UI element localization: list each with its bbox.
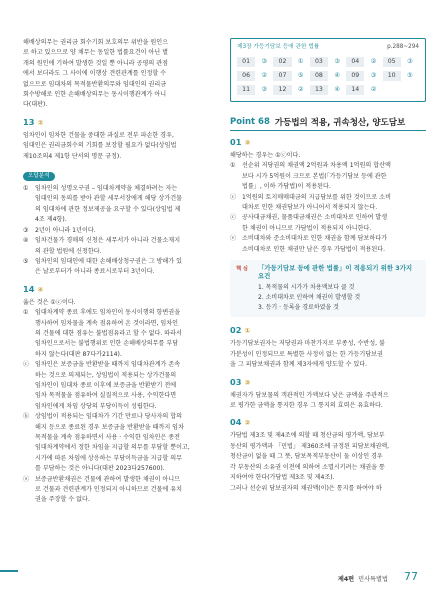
list-item (23, 184, 218, 226)
text-line: 의 관할 법원에 신청한다. (35, 247, 102, 255)
text-line: 1. 목적물의 시가가 차용액보다 클 것 (258, 284, 355, 292)
answer-question-number: 11 (237, 85, 255, 95)
text-line: 2. 소비대차로 인하여 채권이 발생할 것 (258, 293, 361, 301)
text-line: 청산금이 없을 때 그 뜻, 담보목적부동산이 둘 이상인 경우 (230, 453, 383, 461)
question-number: 04 (230, 417, 242, 428)
text-line: 개의 원인에 기하여 발생한 것일 뿐 아니라 공평의 관점 (23, 59, 169, 67)
answer-question-number: 10 (383, 71, 401, 81)
text-line: 임차인은 보증금을 반환받을 때까지 임대차관계가 존속 (35, 361, 181, 369)
question-04-explanation (230, 431, 426, 493)
point-title: 가등법의 적용, 귀속청산, 양도담보 (274, 118, 406, 128)
page-range: p.288~294 (387, 44, 419, 50)
footer-part: 제4편 (337, 576, 355, 583)
question-13-explanation (23, 131, 218, 162)
answer-question-number: 12 (273, 85, 291, 95)
key-point-list (258, 283, 420, 312)
answer-choice: ③ (407, 58, 413, 65)
text-line: 에서 보더라도 그 사이에 이행상 견련관계를 인정할 수 (23, 70, 167, 78)
list-item (23, 257, 218, 278)
item-marker: ⓒ (230, 214, 237, 222)
item-marker: ① (23, 185, 29, 193)
text-line: 채권자가 담보물의 객관적인 가액보다 낮은 금액을 주관적으 (230, 391, 389, 399)
item-text (35, 184, 218, 226)
text-line: 소비대차와 준소비대차로 인한 채권을 함께 담보하다가 (242, 235, 388, 243)
text-line: 를 부담하는 것은 아니다(대판 2023다257600). (35, 465, 165, 473)
answer-choice: ① (297, 58, 304, 65)
list-item (23, 412, 218, 474)
list-item (230, 161, 426, 192)
text-line: 3. 등기 · 등록을 경료하였을 것 (258, 303, 339, 311)
answer-check: ① (244, 327, 251, 336)
chapter-title: 제3장 가등기담보 등에 관한 법률 (237, 44, 320, 50)
item-text (242, 234, 426, 255)
text-line: 옳은 것은 ①ⓒ이다. (23, 298, 76, 306)
text-line: 해지 등으로 종료된 경우 보증금을 반환받을 때까지 임차 (35, 423, 184, 431)
text-line: 시가에 따른 차임에 상응하는 부당이득금을 지급할 의무 (35, 454, 183, 462)
item-text (35, 257, 218, 278)
question-14-explanation (23, 298, 218, 308)
item-text (242, 193, 426, 214)
text-line: 하는 것으로 의제되는, 상임법이 적용되는 상가건물의 (35, 371, 177, 379)
footer-accent-bar (0, 570, 18, 572)
question-01 (230, 137, 426, 255)
text-line: 권을 주장할 수 없다. (35, 496, 90, 504)
item-marker: ⓒ (23, 361, 30, 369)
item-marker: ④ (23, 237, 29, 245)
item-text (35, 475, 218, 506)
answer-question-number: 09 (346, 71, 364, 81)
answer-choice: ② (261, 72, 268, 79)
question-01-explanation (230, 151, 426, 161)
text-line: 상임법이 적용되는 임대차가 기간 만료나 당사자의 합의 (35, 413, 183, 421)
text-line: 그러나 선순위 담보권자의 채권액(이)은 통지를 하여야 하 (230, 484, 382, 492)
list-item (23, 475, 218, 506)
question-02-explanation (230, 339, 426, 370)
answer-grid (237, 57, 419, 95)
item-text (35, 236, 218, 257)
key-badge: 핵 심 (236, 266, 248, 273)
text-line: 임차인의 임대인에 대한 손해배상청구권은 그 방해가 있 (35, 257, 183, 265)
text-line: 의 건물에 대한 점유는 불법점유라고 할 수 없다. 따라서 (35, 329, 182, 337)
question-number: 13 (23, 116, 35, 127)
text-line: 해당하는 경우는 ①ⓒ이다. (230, 152, 301, 159)
footer-subject: 민사특별법 (358, 576, 388, 583)
text-line: 임대인은 권리금회수의 기회를 보장할 필요가 없다(상임법 (23, 142, 177, 150)
text-line: 1억원의 토지매매대금의 지급담보를 위한 것이므로 소비 (242, 193, 391, 201)
text-line: 로 하고 있으므로 양 채무는 동일한 법률요건이 아닌 별 (23, 49, 169, 57)
item-marker: ③ (23, 226, 29, 234)
text-line: 은 날로부터가 아니라 종료시로부터 3년이다. (35, 268, 155, 276)
question-13 (23, 117, 218, 278)
text-line: 임차인이 임차한 건물을 중대한 과실로 전부 파손한 경우, (23, 131, 174, 139)
question-number: 03 (230, 376, 242, 387)
text-line: 하지 않는다(대판 87다카2114). (35, 350, 122, 358)
list-item (23, 226, 218, 236)
question-03-explanation (230, 391, 426, 412)
question-number: 01 (230, 137, 242, 147)
list-item (230, 193, 426, 214)
answer-check: ③ (244, 378, 251, 387)
intro-paragraph (23, 38, 218, 111)
text-line: 임차인으로서는 불법행위로 인한 손해배상의무를 부담 (35, 340, 179, 348)
key-point-box (230, 260, 426, 317)
question-01-items (230, 161, 426, 255)
text-line: 행사하여 임차물을 계속 점유하여 온 것이라면, 임차인 (35, 319, 179, 327)
text-line: 다(대판). (23, 101, 48, 109)
answer-check: ④ (37, 285, 44, 294)
text-line: 임대차계약 종료 후에도 임차인이 동시이행의 항변권을 (35, 309, 181, 317)
answer-question-number: 05 (383, 57, 401, 67)
text-line: 대차로 인한 채권담보가 아니어서 적용되지 않는다. (242, 204, 378, 212)
question-14 (23, 284, 218, 506)
item-text (242, 213, 426, 234)
answer-choice: ③ (334, 58, 340, 65)
question-04 (230, 417, 426, 493)
text-line: 한 채권이 아니므로 가담법이 적용되지 아니한다. (242, 224, 372, 232)
text-line: 지하여야 한다(가담법 제3조 및 제4조). (230, 474, 335, 482)
answer-question-number: 01 (237, 57, 255, 67)
answer-check: ② (244, 419, 251, 428)
question-13-items (23, 184, 218, 278)
text-line: 로 건물과 견련관계가 인정되지 아니하므로 건물에 유치 (35, 486, 183, 494)
item-text (35, 226, 218, 236)
text-line: 임대차계약에서 정한 차임을 지급할 의무를 부담할 뿐이고, (35, 444, 190, 452)
text-line: 2년이 아니라 1년이다. (35, 226, 96, 234)
text-line: 공사대금채권, 물품대금채권은 소비대차로 인하여 발생 (242, 214, 388, 222)
answer-check: ② (37, 118, 44, 127)
text-line: 소비대차로 인한 채권만 남은 경우 가담법이 적용된다. (242, 245, 386, 253)
text-line: 4조 제4항). (35, 216, 67, 224)
answer-choice: ③ (261, 58, 268, 65)
answer-choice: ③ (261, 86, 268, 93)
answer-question-number: 04 (346, 57, 364, 67)
text-line: 가등기담보권자는 저당권과 마찬가지로 부종성, 수반성, 불 (230, 340, 385, 348)
page-footer (0, 568, 440, 588)
text-line: 회수방해로 인한 손해배상의무는 동시이행관계가 아니 (23, 91, 167, 99)
item-marker: ⓐ (23, 475, 30, 483)
text-line: 을 그 피담보채권과 함께 제3자에게 양도할 수 있다. (230, 361, 368, 369)
text-line: 임차인에게 차임 상당의 부당이득이 성립한다. (35, 402, 157, 410)
answer-choice: ② (370, 58, 377, 65)
answer-key-box (230, 38, 426, 102)
item-text (242, 161, 426, 192)
text-line: 임차인의 성명오구권 – 임대차계약을 체결하려는 자는 (35, 185, 178, 193)
question-number: 14 (23, 283, 35, 294)
item-marker: ⑤ (23, 257, 29, 265)
list-item (230, 213, 426, 234)
list-item (23, 308, 218, 360)
text-line: 임차인이 임대차 종료 이후에 보증금을 반환받기 전에 (35, 381, 177, 389)
text-line: 임대인의 동의를 받아 관할 세무서장에게 해당 상가건물 (35, 195, 183, 203)
question-14-items (23, 308, 218, 506)
answer-choice: ④ (334, 86, 340, 93)
point-heading (230, 116, 426, 131)
answer-choice: ③ (370, 72, 377, 79)
text-line: 선순위 저당권의 채권액 2억원과 차용액 1억원의 합산액 (242, 162, 391, 170)
text-line: 로 평가한 금액을 통지한 경우 그 통지의 효력은 유효하다. (230, 402, 383, 410)
key-point-title: 「가등기담보 등에 관한 법률」이 적용되기 위한 3가지 요건 (258, 264, 413, 281)
answer-question-number: 14 (346, 85, 364, 95)
text-line: 가담법 제3조 및 제4조에 의할 때 청산금의 평가액, 담보부 (230, 432, 385, 440)
text-line: 목적물을 계속 점유하면서 사용 · 수익한 임차인은 종전 (35, 434, 181, 441)
question-number: 02 (230, 325, 242, 336)
left-column (23, 38, 218, 506)
answer-question-number: 02 (273, 57, 291, 67)
answer-question-number: 06 (237, 71, 255, 81)
item-marker: ① (23, 309, 29, 317)
item-marker: ⓑ (23, 413, 30, 421)
list-item (23, 360, 218, 412)
list-item (230, 234, 426, 255)
answer-question-number: 13 (310, 85, 328, 95)
point-label: Point 68 (230, 117, 270, 127)
question-03 (230, 377, 426, 412)
item-marker: ⓒ (230, 193, 237, 201)
answer-choice: ⑤ (407, 72, 413, 79)
answer-question-number: 07 (273, 71, 291, 81)
text-line: 해배상의무는 권리금 회수기회 보호의무 위반을 원인으 (23, 39, 169, 46)
answer-question-number: 08 (310, 71, 328, 81)
answer-choice: ⑤ (297, 72, 304, 79)
text-line: 각 부동산의 소유권 이전에 의하여 소멸시키려는 채권을 통 (230, 463, 385, 471)
item-text (35, 412, 218, 474)
answer-check: ③ (244, 139, 251, 147)
text-line: 제10조의4 제1항 단서의 명문 규정). (23, 152, 122, 160)
text-line: 보증금반환채권은 건물에 관하여 발생한 채권이 아니므 (35, 475, 181, 483)
item-marker: ① (230, 162, 236, 170)
answer-question-number: 03 (310, 57, 328, 67)
item-text (35, 308, 218, 360)
text-line: 동산의 평가액과 「민법」 제360조에 규정된 피담보채권액, (230, 442, 390, 450)
text-line: 가분성이 인정되므로 특별한 사정이 없는 한 가등기담보권 (230, 350, 383, 358)
text-line: 임차 목적물을 점유하여 실질적으로 사용, 수익한다면 (35, 392, 177, 400)
text-line: 없으므로 임대차의 목적물반환의무와 임대인의 권리금 (23, 80, 167, 88)
text-line: 보다 시가 5억원이 크므로 본법(「가등기담보 등에 관한 (242, 172, 387, 180)
item-marker: ⓔ (230, 235, 237, 243)
text-line: 의 임대차에 관한 정보제공을 요구할 수 있다(상임법 제 (35, 205, 181, 213)
answer-choice: ④ (334, 72, 340, 79)
page-number: 77 (404, 570, 418, 583)
list-item (23, 236, 218, 257)
text-line: 법률」, 이하 가담법)이 적용된다. (242, 183, 331, 191)
question-02 (230, 325, 426, 370)
text-line: 임차건물가 경매의 신청은 세무서가 아니라 건물소재지 (35, 237, 181, 245)
wrong-answer-analysis-tag: 오답분석 (23, 172, 55, 181)
right-column (230, 38, 426, 494)
answer-choice: ② (370, 86, 377, 93)
footer-section (338, 574, 388, 583)
answer-choice: ② (297, 86, 304, 93)
item-text (35, 360, 218, 412)
